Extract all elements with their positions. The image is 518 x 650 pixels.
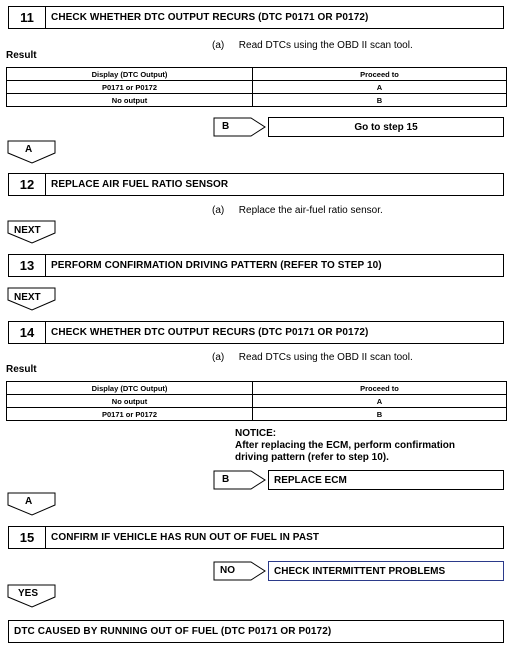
branch-b-label: B — [222, 121, 230, 132]
step-number: 12 — [9, 174, 46, 195]
step-11-header — [8, 6, 504, 29]
table-header: Display (DTC Output) — [7, 382, 253, 395]
next-label: NEXT — [14, 225, 41, 236]
table-cell: No output — [7, 94, 253, 107]
table-row — [7, 395, 507, 408]
table-header-row — [7, 382, 507, 395]
notice-title: NOTICE: — [235, 428, 277, 439]
substep-label: (a) — [212, 205, 225, 216]
step-number: 14 — [9, 322, 46, 343]
substep-text: Read DTCs using the OBD II scan tool. — [238, 40, 413, 51]
step-title: CHECK WHETHER DTC OUTPUT RECURS (DTC P0171 OR P0172) — [51, 327, 369, 338]
notice-text: After replacing the ECM, perform confirmation driving pattern (refer to step 10). — [235, 440, 456, 463]
substep-text: Replace the air-fuel ratio sensor. — [238, 205, 383, 216]
table-header: Proceed to — [253, 382, 507, 395]
step-number: 15 — [9, 527, 46, 548]
branch-a-label: A — [25, 496, 33, 507]
table-cell: A — [253, 81, 507, 94]
table-cell: A — [253, 395, 507, 408]
next-label: NEXT — [14, 292, 41, 303]
table-cell: B — [253, 408, 507, 421]
table-header: Display (DTC Output) — [7, 68, 253, 81]
table-header: Proceed to — [253, 68, 507, 81]
replace-ecm-text: REPLACE ECM — [274, 474, 347, 486]
branch-a-label: A — [25, 144, 33, 155]
step-12-header — [8, 173, 504, 196]
table-row — [7, 94, 507, 107]
result-label: Result — [6, 364, 37, 375]
conclusion-title: DTC CAUSED BY RUNNING OUT OF FUEL (DTC P0171 OR P0172) — [14, 626, 332, 637]
notice-block — [235, 428, 490, 464]
step-title: PERFORM CONFIRMATION DRIVING PATTERN (REFER TO STEP 10) — [51, 260, 382, 271]
step-title: REPLACE AIR FUEL RATIO SENSOR — [51, 179, 229, 190]
step-number: 13 — [9, 255, 46, 276]
step-15-header — [8, 526, 504, 549]
step-13-header — [8, 254, 504, 277]
go-to-step-text: Go to step 15 — [354, 121, 418, 133]
substep-label: (a) — [212, 40, 225, 51]
table-row — [7, 81, 507, 94]
go-to-step-15-box[interactable] — [268, 117, 504, 137]
table-header-row — [7, 68, 507, 81]
step-title: CONFIRM IF VEHICLE HAS RUN OUT OF FUEL IN PAST — [51, 532, 320, 543]
step-title: CHECK WHETHER DTC OUTPUT RECURS (DTC P0171 OR P0172) — [51, 12, 369, 23]
substep-text: Read DTCs using the OBD II scan tool. — [238, 352, 413, 363]
branch-no-label: NO — [220, 565, 235, 576]
result-label: Result — [6, 50, 37, 61]
table-cell: B — [253, 94, 507, 107]
replace-ecm-box[interactable] — [268, 470, 504, 490]
step-14-header — [8, 321, 504, 344]
check-intermittent-problems-box[interactable] — [268, 561, 504, 581]
check-intermittent-text: CHECK INTERMITTENT PROBLEMS — [274, 565, 446, 577]
conclusion-box — [8, 620, 504, 643]
table-cell: No output — [7, 395, 253, 408]
step-number: 11 — [9, 7, 46, 28]
result-table-11 — [6, 67, 507, 107]
substep-label: (a) — [212, 352, 225, 363]
step-14-substep — [212, 352, 413, 363]
result-table-14 — [6, 381, 507, 421]
branch-b-label: B — [222, 474, 230, 485]
branch-yes-label: YES — [18, 588, 39, 599]
table-cell: P0171 or P0172 — [7, 408, 253, 421]
step-12-substep — [212, 205, 383, 216]
table-cell: P0171 or P0172 — [7, 81, 253, 94]
table-row — [7, 408, 507, 421]
step-11-substep — [212, 40, 413, 51]
